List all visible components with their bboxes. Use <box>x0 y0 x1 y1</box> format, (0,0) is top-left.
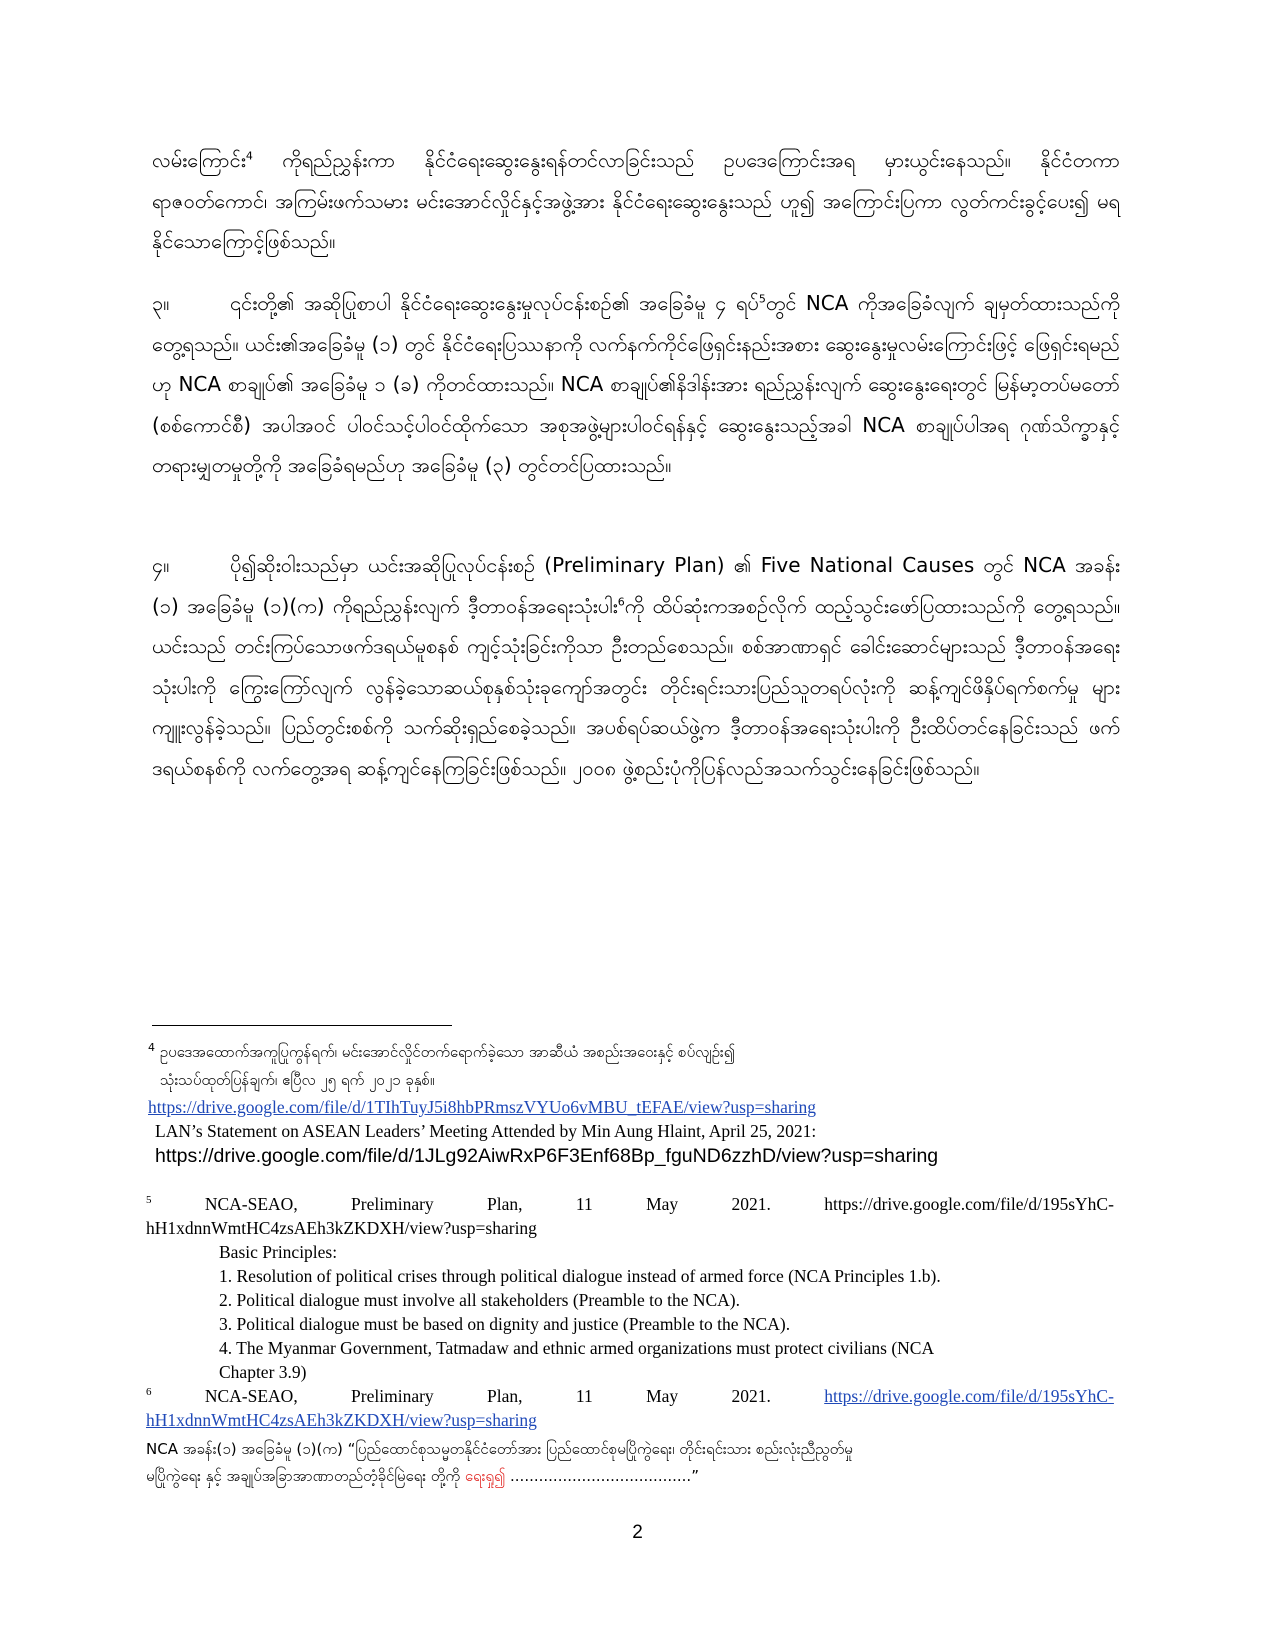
footnote-5-item: 3. Political dialogue must be based on dignity and justice (Preamble to the NCA). <box>219 1314 791 1334</box>
footnote-number: 6 <box>146 1386 152 1399</box>
paragraph-text: ၎င်းတို့၏ အဆိုပြုစာပါ နိုင်ငံရေးဆွေးနွေးမှုလုပ်ငန်းစဉ်၏ အခြေခံမူ ၄ ရပ် <box>230 291 759 315</box>
footnote-5-item: 1. Resolution of political crises through political dialogue instead of armed force (NCA Principles 1.b). <box>219 1266 941 1286</box>
footnote-5-line-1 <box>146 1192 1114 1216</box>
footnote-4-url: https://drive.google.com/file/d/1JLg92AiwRxP6F3Enf68Bp_fguND6zzhD/view?usp=sharing <box>155 1145 939 1167</box>
paragraph-2-continuation <box>152 140 1120 262</box>
footnote-6-line-1 <box>146 1384 1114 1408</box>
footnote-text: ဥပဒေအထောက်အကူပြုကွန်ရက်၊ မင်းအောင်လှိုင်တက်ရောက်ခဲ့သော အာဆီယံ အစည်းအဝေးနှင့် စပ်လျဉ်း၍ <box>159 1043 735 1061</box>
footnote-word: 2021. <box>731 1386 771 1406</box>
paragraph-text: ကို ထိပ်ဆုံးကအစဉ်လိုက် ထည့်သွင်းဖော်ပြထားသည်ကို တွေ့ရသည်။ ယင်းသည် တင်းကြပ်သောဖက်ဒရယ်မူစနစ် ကျင့်သုံးခြင်းကိုသာ ဦးတည်စေသည်။ စစ်အာဏာရှင် ခေါင်းဆောင်များသည် ဒီ့တာဝန်အရေးသုံးပါးကို ကြွေးကြော်လျက် လွန်ခဲ့သောဆယ်စုနှစ်သုံးခုကျော်အတွင်း တိုင်းရင်းသားပြည်သူတရပ်လုံးကို ဆန့်ကျင်ဖိနှိပ်ရက်စက်မှု များကျူးလွန်ခဲ့သည်။ ပြည်တွင်းစစ်ကို သက်ဆိုးရှည်စေခဲ့သည်။ အပစ်ရပ်ဆယ်ဖွဲ့က ဒီ့တာဝန်အရေးသုံးပါးကို ဦးထိပ်တင်နေခြင်းသည် ဖက်ဒရယ်စနစ်ကို လက်တွေ့အရ ဆန့်ကျင်နေကြခြင်းဖြစ်သည်။ ၂၀၀၈ ဖွဲ့စည်းပုံကိုပြန်လည်အသက်သွင်းနေခြင်းဖြစ်သည်။ <box>152 593 1120 780</box>
paragraph-text: ပို၍ဆိုးဝါးသည်မှာ ယင်းအဆိုပြုလုပ်ငန်းစဉ် (Preliminary Plan) ၏ Five National Causes တွင် NCA အခန်း (၁) အခြေခံမူ (၁)(က) ကိုရည်ညွှန်းလျက် ဒီ့တာဝန်အရေးသုံးပါး <box>152 553 1120 618</box>
footnote-separator <box>152 1025 452 1026</box>
footnote-6-quote-line-1: NCA အခန်း(၁) အခြေခံမူ (၁)(က) “ပြည်ထောင်စုသမ္မတနိုင်ငံတော်အား ပြည်ထောင်စုမပြိုကွဲရေး၊ တိုင်းရင်းသား စည်းလုံးညီညွတ်မှု <box>146 1440 853 1458</box>
footnote-word: Plan, <box>487 1194 523 1214</box>
footnote-6-link[interactable]: https://drive.google.com/file/d/195sYhC- <box>824 1386 1114 1406</box>
paragraph-text: ကိုရည်ညွှန်းကာ နိုင်ငံရေးဆွေးနွေးရန်တင်လာခြင်းသည် ဥပဒေကြောင်းအရ မှားယွင်းနေသည်။ နိုင်ငံတကာ ရာဇဝတ်ကောင်၊ အကြမ်းဖက်သမား မင်းအောင်လှိုင်နှင့်အဖွဲ့အား နိုင်ငံရေးဆွေးနွေးသည် ဟူ၍ အကြောင်းပြကာ လွတ်ကင်းခွင့်ပေး၍ မရနိုင်သောကြောင့်ဖြစ်သည်။ <box>152 148 1120 253</box>
footnote-word: 2021. <box>731 1194 771 1214</box>
footnote-text: ......................................” <box>505 1467 699 1485</box>
footnote-number: 5 <box>146 1194 152 1207</box>
footnote-marker-6[interactable]: 6 <box>617 594 625 608</box>
footnote-5-item: 2. Political dialogue must involve all stakeholders (Preamble to the NCA). <box>219 1290 741 1310</box>
footnote-4-line-1 <box>148 1040 735 1064</box>
footnote-word: NCA-SEAO, <box>204 1386 298 1406</box>
highlighted-text: ရေးရှု၍ <box>464 1467 506 1485</box>
footnote-6-quote-line-2 <box>146 1464 699 1488</box>
footnote-word: NCA-SEAO, <box>204 1194 298 1214</box>
footnote-4-statement: LAN’s Statement on ASEAN Leaders’ Meeting Attended by Min Aung Hlaint, April 25, 2021: <box>155 1121 817 1141</box>
footnote-word: May <box>646 1386 679 1406</box>
footnote-marker-4[interactable]: 4 <box>245 149 253 163</box>
footnote-url: https://drive.google.com/file/d/195sYhC- <box>824 1194 1114 1214</box>
footnote-number: 4 <box>148 1041 155 1054</box>
footnote-4-link[interactable]: https://drive.google.com/file/d/1TIhTuyJ5i8hbPRmszVYUo6vMBU_tEFAE/view?usp=sharing <box>148 1097 817 1117</box>
footnote-5-line-2: hH1xdnnWmtHC4zsAEh3kZKDXH/view?usp=sharing <box>146 1218 537 1238</box>
footnote-word: Preliminary <box>351 1386 434 1406</box>
paragraph-text: တွင် NCA ကိုအခြေခံလျက် ချမှတ်ထားသည်ကို တွေ့ရသည်။ ယင်း၏အခြေခံမူ (၁) တွင် နိုင်ငံရေးပြဿနာကို လက်နက်ကိုင်ဖြေရှင်းနည်းအစား ဆွေးနွေးမှုလမ်းကြောင်းဖြင့် ဖြေရှင်းရမည်ဟု NCA စာချုပ်၏ အခြေခံမူ ၁ (ခ) ကိုတင်ထားသည်။ NCA စာချုပ်၏နိဒါန်းအား ရည်ညွှန်းလျက် ဆွေးနွေးရေးတွင် မြန်မာ့တပ်မတော် (စစ်ကောင်စီ) အပါအဝင် ပါဝင်သင့်ပါဝင်ထိုက်သော အစုအဖွဲ့များပါဝင်ရန်နှင့် ဆွေးနွေးသည့်အခါ NCA စာချုပ်ပါအရ ဂုဏ်သိက္ခာနှင့် တရားမျှတမှုတို့ကို အခြေခံရမည်ဟု အခြေခံမူ (၃) တွင်တင်ပြထားသည်။ <box>152 291 1120 477</box>
page-number: 2 <box>632 1522 643 1543</box>
paragraph-4 <box>152 545 1120 788</box>
paragraph-number: ၃။ <box>152 291 170 315</box>
footnote-5-item: Chapter 3.9) <box>219 1362 307 1382</box>
footnote-5-heading: Basic Principles: <box>219 1242 338 1262</box>
footnote-word: Preliminary <box>351 1194 434 1214</box>
footnote-word: May <box>646 1194 679 1214</box>
paragraph-text: လမ်းကြောင်း <box>152 148 246 172</box>
footnote-word: 11 <box>575 1194 593 1214</box>
paragraph-3 <box>152 283 1120 486</box>
footnote-5-item: 4. The Myanmar Government, Tatmadaw and ethnic armed organizations must protect civilians (NCA <box>219 1338 935 1358</box>
footnote-word: Plan, <box>487 1386 523 1406</box>
footnote-marker-5[interactable]: 5 <box>758 292 766 306</box>
footnote-4-line-2: သုံးသပ်ထုတ်ပြန်ချက်၊ ဧပြီလ ၂၅ ရက် ၂၀၂၁ ခုနှစ်။ <box>160 1071 435 1089</box>
footnote-6-link-continued[interactable]: hH1xdnnWmtHC4zsAEh3kZKDXH/view?usp=sharing <box>146 1410 537 1430</box>
footnote-word: 11 <box>575 1386 593 1406</box>
footnote-text: မပြိုကွဲရေး နှင့် အချုပ်အခြာအာဏာတည်တံ့ခိုင်မြဲရေး တို့ကို <box>146 1467 465 1485</box>
paragraph-number: ၄။ <box>152 553 170 577</box>
